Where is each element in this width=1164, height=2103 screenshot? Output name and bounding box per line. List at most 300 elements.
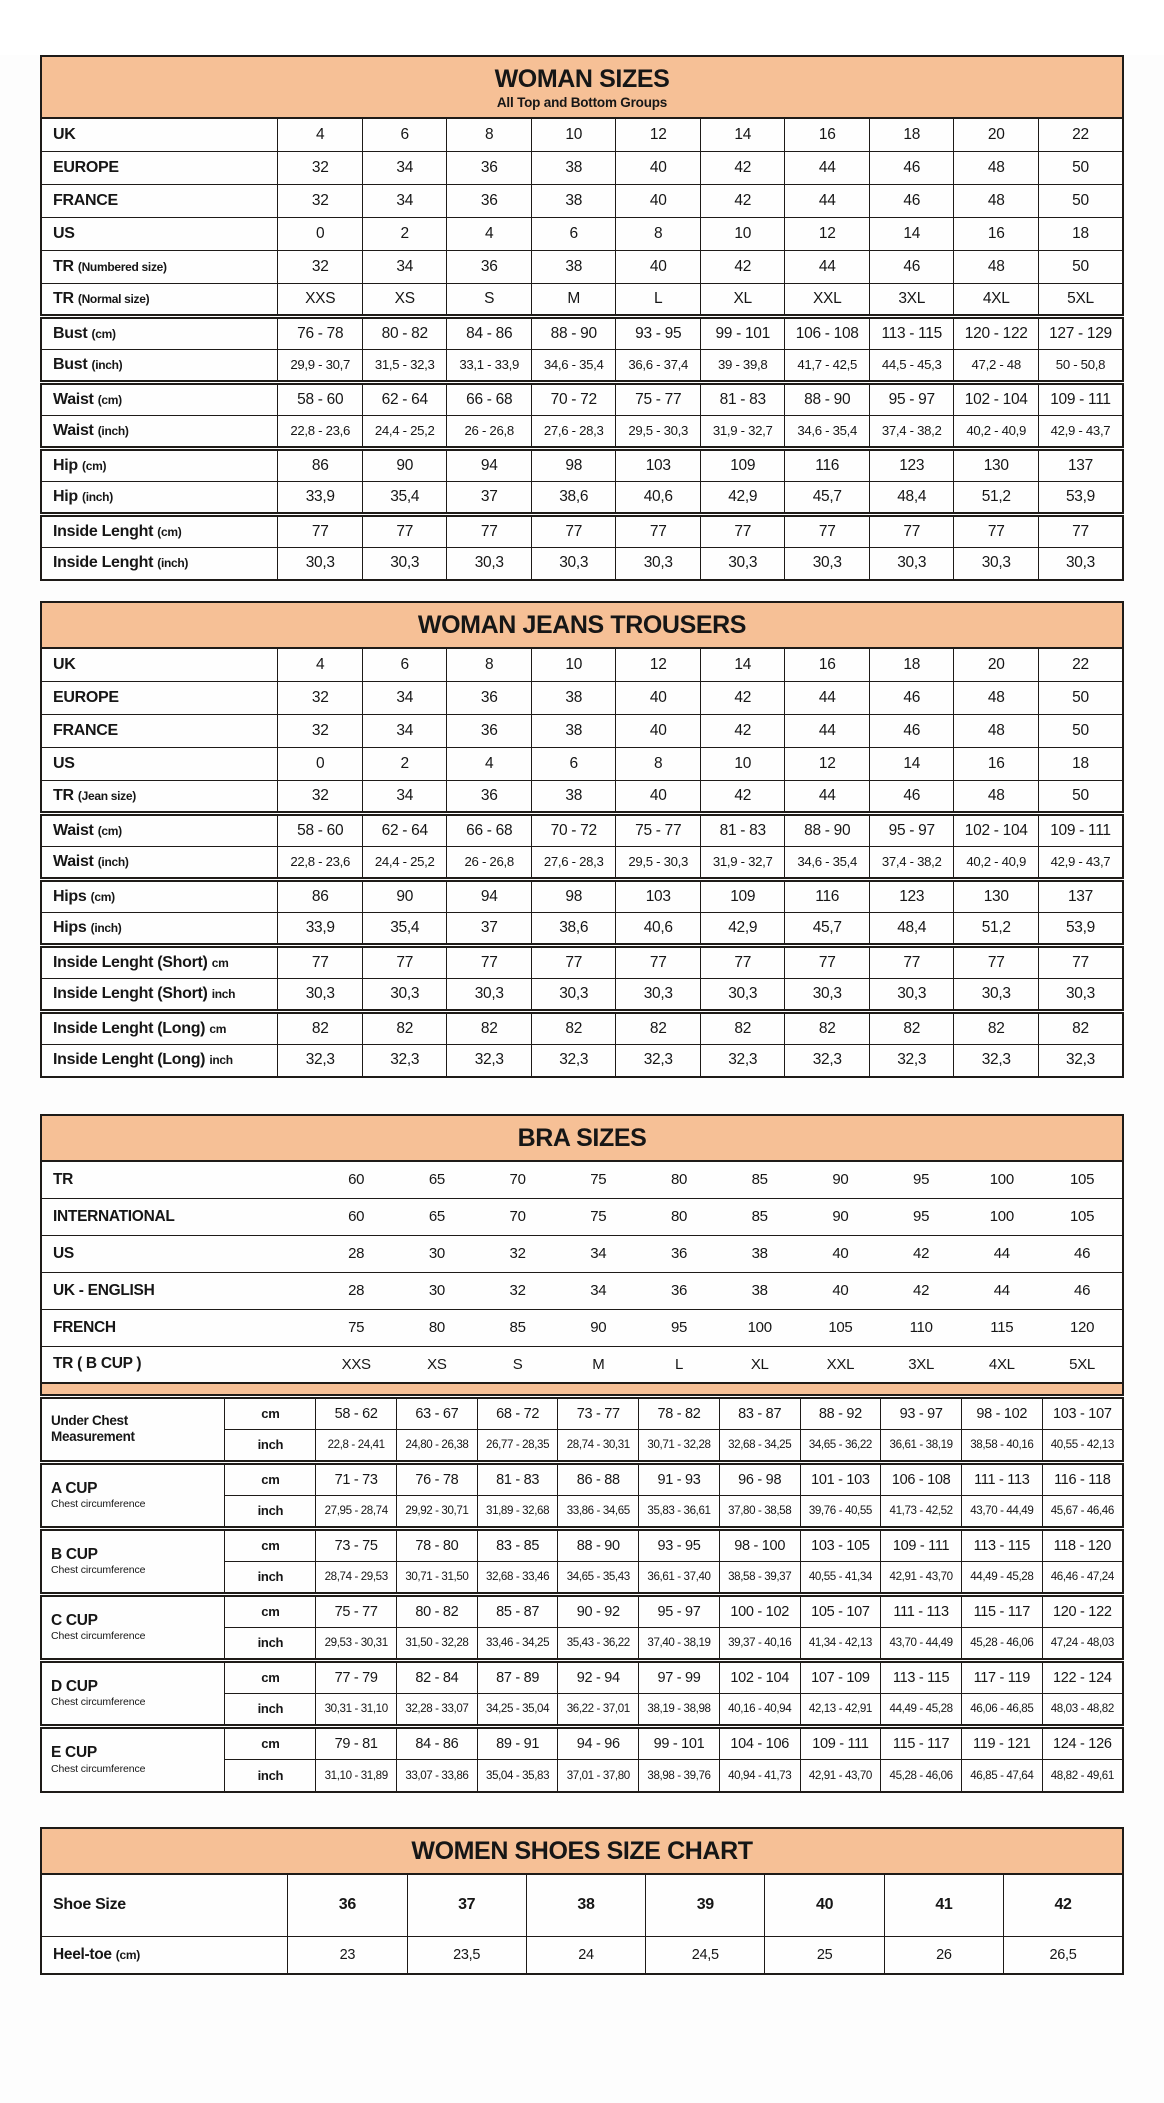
size-cell: 33,07 - 33,86 <box>397 1759 478 1792</box>
size-cell: 46 <box>869 714 954 747</box>
row-label-text: UK - ENGLISH <box>53 1281 155 1299</box>
size-cell: 45,67 - 46,46 <box>1042 1495 1123 1528</box>
size-cell: 32,68 - 33,46 <box>477 1561 558 1594</box>
unit-label: cm <box>225 1528 316 1561</box>
size-cell: 5XL <box>1038 283 1123 316</box>
size-cell: 40,16 - 40,94 <box>719 1693 800 1726</box>
size-cell: 14 <box>700 648 785 681</box>
size-cell: 88 - 92 <box>800 1396 881 1429</box>
size-cell: 95 - 97 <box>869 382 954 415</box>
size-cell: 120 <box>1042 1309 1123 1346</box>
size-cell: 122 - 124 <box>1042 1660 1123 1693</box>
size-cell: 58 - 60 <box>278 382 363 415</box>
size-cell: 70 <box>477 1198 558 1235</box>
size-cell: 32,3 <box>1038 1044 1123 1077</box>
size-cell: 77 <box>447 514 532 547</box>
size-cell: 77 <box>785 945 870 978</box>
size-cell: 25 <box>765 1936 884 1974</box>
size-cell: XL <box>719 1346 800 1383</box>
size-cell: 30,3 <box>700 978 785 1011</box>
row-label-text: EUROPE <box>53 688 119 706</box>
size-cell: 77 <box>700 945 785 978</box>
row-label <box>41 813 278 846</box>
size-cell: 32,3 <box>531 1044 616 1077</box>
row-label-suffix: (Normal size) <box>77 291 150 306</box>
size-cell: 130 <box>954 879 1039 912</box>
size-cell: 46 <box>869 780 954 813</box>
size-cell: 36 <box>447 714 532 747</box>
row-label <box>41 316 278 349</box>
size-cell: 40,55 - 41,34 <box>800 1561 881 1594</box>
row-label <box>41 1660 225 1726</box>
size-cell: 77 <box>616 514 701 547</box>
size-cell: 42 <box>881 1235 962 1272</box>
size-cell: 24,4 - 25,2 <box>362 415 447 448</box>
size-cell: 62 - 64 <box>362 382 447 415</box>
size-cell: 77 <box>278 514 363 547</box>
size-cell: 48 <box>954 151 1039 184</box>
row-label-text: D CUP <box>51 1677 98 1695</box>
size-cell: 41,34 - 42,13 <box>800 1627 881 1660</box>
size-cell: 37 <box>447 912 532 945</box>
size-cell: 80 - 82 <box>397 1594 478 1627</box>
size-cell: 47,24 - 48,03 <box>1042 1627 1123 1660</box>
size-cell: 18 <box>869 118 954 151</box>
size-cell: 8 <box>447 118 532 151</box>
jeans-title: WOMAN JEANS TROUSERS <box>417 611 747 639</box>
size-cell: 36 <box>639 1235 720 1272</box>
size-cell: 26 <box>884 1936 1003 1974</box>
size-cell: 30,3 <box>362 978 447 1011</box>
size-cell: 39,37 - 40,16 <box>719 1627 800 1660</box>
size-cell: 47,2 - 48 <box>954 349 1039 382</box>
size-cell: 100 <box>719 1309 800 1346</box>
size-cell: 36,6 - 37,4 <box>616 349 701 382</box>
row-label <box>41 1936 288 1974</box>
size-cell: 102 - 104 <box>719 1660 800 1693</box>
size-cell: 50 <box>1038 250 1123 283</box>
size-cell: 109 - 111 <box>800 1726 881 1759</box>
size-cell: 32,68 - 34,25 <box>719 1429 800 1462</box>
woman-sizes-section <box>40 55 1124 581</box>
row-label <box>41 747 278 780</box>
size-cell: 98 <box>531 879 616 912</box>
table-row <box>41 912 1123 945</box>
size-cell: 32 <box>278 151 363 184</box>
size-cell: 32 <box>278 681 363 714</box>
size-cell: 66 - 68 <box>447 382 532 415</box>
size-cell: 22,8 - 23,6 <box>278 415 363 448</box>
size-cell: 86 - 88 <box>558 1462 639 1495</box>
size-cell: 85 <box>477 1309 558 1346</box>
size-cell: 38 <box>531 681 616 714</box>
size-cell: 50 <box>1038 681 1123 714</box>
size-cell: 37,4 - 38,2 <box>869 415 954 448</box>
size-cell: 38,19 - 38,98 <box>639 1693 720 1726</box>
size-cell: 79 - 81 <box>316 1726 397 1759</box>
size-cell: 12 <box>785 747 870 780</box>
size-cell: 103 <box>616 879 701 912</box>
size-cell: L <box>639 1346 720 1383</box>
bra-title: BRA SIZES <box>517 1124 647 1152</box>
size-cell: 42,13 - 42,91 <box>800 1693 881 1726</box>
size-cell: 81 - 83 <box>700 813 785 846</box>
size-cell: 6 <box>362 648 447 681</box>
size-cell: 40,55 - 42,13 <box>1042 1429 1123 1462</box>
size-cell: 75 - 77 <box>616 382 701 415</box>
row-label <box>41 1462 225 1528</box>
size-cell: 65 <box>397 1198 478 1235</box>
size-cell: 40,2 - 40,9 <box>954 846 1039 879</box>
size-cell: 33,9 <box>278 481 363 514</box>
size-cell: 102 - 104 <box>954 813 1039 846</box>
size-cell: 103 - 107 <box>1042 1396 1123 1429</box>
size-cell: 77 <box>954 945 1039 978</box>
table-row <box>41 945 1123 978</box>
row-label <box>41 1161 316 1198</box>
row-label <box>41 349 278 382</box>
size-cell: 4 <box>447 747 532 780</box>
row-label-text: TR <box>53 289 78 307</box>
size-cell: 10 <box>700 217 785 250</box>
table-row <box>41 151 1123 184</box>
row-label-suffix: (cm) <box>90 889 115 904</box>
size-cell: 31,50 - 32,28 <box>397 1627 478 1660</box>
size-cell: 40 <box>800 1272 881 1309</box>
size-cell: 75 <box>558 1161 639 1198</box>
size-cell: 30,3 <box>447 547 532 580</box>
size-cell: 77 <box>869 945 954 978</box>
size-cell: 71 - 73 <box>316 1462 397 1495</box>
size-cell: 123 <box>869 448 954 481</box>
size-cell: 16 <box>785 648 870 681</box>
row-label-text: TR <box>53 786 78 804</box>
size-cell: 77 - 79 <box>316 1660 397 1693</box>
size-cell: 38 <box>719 1272 800 1309</box>
row-label-text: Inside Lenght <box>53 522 158 540</box>
size-cell: 2 <box>362 747 447 780</box>
row-label-text: US <box>53 1244 74 1262</box>
size-cell: 100 <box>961 1161 1042 1198</box>
size-cell: 44,49 - 45,28 <box>881 1693 962 1726</box>
row-label <box>41 415 278 448</box>
row-label-suffix: (inch) <box>82 489 113 504</box>
row-label <box>41 514 278 547</box>
size-cell: 77 <box>447 945 532 978</box>
size-cell: 98 - 102 <box>961 1396 1042 1429</box>
unit-label: inch <box>225 1627 316 1660</box>
size-cell: 16 <box>954 747 1039 780</box>
size-cell: 44 <box>785 681 870 714</box>
table-row <box>41 118 1123 151</box>
size-cell: 32,28 - 33,07 <box>397 1693 478 1726</box>
size-cell: 22 <box>1038 648 1123 681</box>
unit-label: inch <box>225 1429 316 1462</box>
size-cell: 41,73 - 42,52 <box>881 1495 962 1528</box>
table-row <box>41 1660 1123 1693</box>
size-cell: 94 - 96 <box>558 1726 639 1759</box>
size-cell: 45,7 <box>785 481 870 514</box>
woman-sizes-subtitle: All Top and Bottom Groups <box>496 95 668 110</box>
size-cell: 38,6 <box>531 912 616 945</box>
jeans-section <box>40 601 1124 1078</box>
size-cell: 40 <box>616 780 701 813</box>
size-cell: 30,3 <box>785 547 870 580</box>
size-cell: 36 <box>447 681 532 714</box>
row-label-text: Waist <box>53 421 98 439</box>
size-cell: 82 <box>785 1011 870 1044</box>
row-label <box>41 283 278 316</box>
size-cell: 34,25 - 35,04 <box>477 1693 558 1726</box>
size-cell: 120 - 122 <box>954 316 1039 349</box>
size-cell: 42 <box>700 250 785 283</box>
size-cell: 10 <box>531 648 616 681</box>
size-cell: 23 <box>288 1936 407 1974</box>
size-cell: 32 <box>278 714 363 747</box>
size-cell: 35,4 <box>362 912 447 945</box>
size-cell: 29,5 - 30,3 <box>616 846 701 879</box>
table-row <box>41 1462 1123 1495</box>
row-label-text: Waist <box>53 821 98 839</box>
row-label <box>41 1272 316 1309</box>
size-cell: 37,80 - 38,58 <box>719 1495 800 1528</box>
size-cell: 46 <box>1042 1235 1123 1272</box>
unit-label: inch <box>225 1693 316 1726</box>
size-cell: 42,9 <box>700 912 785 945</box>
size-cell: 20 <box>954 648 1039 681</box>
size-cell: 84 - 86 <box>447 316 532 349</box>
size-cell: 36,61 - 37,40 <box>639 1561 720 1594</box>
table-row <box>41 1235 1123 1272</box>
size-cell: 38 <box>531 184 616 217</box>
size-cell: 14 <box>869 747 954 780</box>
size-cell: 30 <box>397 1272 478 1309</box>
table-row <box>41 879 1123 912</box>
size-cell: 77 <box>1038 945 1123 978</box>
size-cell: 30,71 - 31,50 <box>397 1561 478 1594</box>
size-cell: 38,6 <box>531 481 616 514</box>
size-cell: 130 <box>954 448 1039 481</box>
size-cell: 105 - 107 <box>800 1594 881 1627</box>
size-cell: 113 - 115 <box>881 1660 962 1693</box>
size-cell: 77 <box>616 945 701 978</box>
size-cell: 34,6 - 35,4 <box>785 415 870 448</box>
unit-label: cm <box>225 1594 316 1627</box>
size-cell: 42 <box>700 780 785 813</box>
size-cell: 100 <box>961 1198 1042 1235</box>
size-cell: 12 <box>616 118 701 151</box>
woman-sizes-title: WOMAN SIZES <box>494 65 670 93</box>
size-cell: 32 <box>477 1272 558 1309</box>
size-cell: 4XL <box>954 283 1039 316</box>
size-cell: M <box>531 283 616 316</box>
size-cell: 30,3 <box>1038 547 1123 580</box>
table-row <box>41 514 1123 547</box>
size-cell: 85 <box>719 1161 800 1198</box>
size-cell: 44 <box>961 1272 1042 1309</box>
bra-header <box>40 1114 1124 1160</box>
size-cell: 44 <box>785 250 870 283</box>
size-cell: 90 <box>558 1309 639 1346</box>
size-cell: 44,5 - 45,3 <box>869 349 954 382</box>
row-label <box>41 1874 288 1936</box>
size-cell: 34,6 - 35,4 <box>531 349 616 382</box>
table-row <box>41 184 1123 217</box>
size-cell: 98 <box>531 448 616 481</box>
size-cell: 28,74 - 30,31 <box>558 1429 639 1462</box>
size-cell: 28 <box>316 1272 397 1309</box>
row-label-text: C CUP <box>51 1611 98 1629</box>
size-cell: 77 <box>362 945 447 978</box>
size-cell: 82 <box>700 1011 785 1044</box>
size-cell: 92 - 94 <box>558 1660 639 1693</box>
size-cell: 35,83 - 36,61 <box>639 1495 720 1528</box>
size-cell: 109 - 111 <box>881 1528 962 1561</box>
size-cell: 77 <box>954 514 1039 547</box>
size-cell: 45,28 - 46,06 <box>881 1759 962 1792</box>
size-cell: S <box>447 283 532 316</box>
size-cell: 77 <box>700 514 785 547</box>
size-cell: XXS <box>278 283 363 316</box>
size-cell: 38 <box>531 780 616 813</box>
size-cell: 4 <box>278 648 363 681</box>
table-row <box>41 1198 1123 1235</box>
size-cell: 14 <box>869 217 954 250</box>
unit-label: inch <box>225 1759 316 1792</box>
size-cell: 26,5 <box>1004 1936 1123 1974</box>
size-cell: XL <box>700 283 785 316</box>
shoes-header <box>40 1827 1124 1873</box>
table-row <box>41 813 1123 846</box>
size-cell: 90 <box>362 448 447 481</box>
size-cell: 34 <box>362 250 447 283</box>
row-label <box>41 448 278 481</box>
size-cell: 53,9 <box>1038 481 1123 514</box>
shoes-section <box>40 1827 1124 1975</box>
size-cell: 32,3 <box>616 1044 701 1077</box>
row-label-suffix: (cm) <box>157 524 182 539</box>
size-cell: 40,94 - 41,73 <box>719 1759 800 1792</box>
row-label <box>41 1346 316 1383</box>
size-cell: 6 <box>362 118 447 151</box>
size-cell: 45,7 <box>785 912 870 945</box>
size-cell: 94 <box>447 448 532 481</box>
size-cell: 32 <box>278 780 363 813</box>
size-cell: 116 <box>785 448 870 481</box>
size-cell: 28,74 - 29,53 <box>316 1561 397 1594</box>
row-label <box>41 945 278 978</box>
size-cell: 117 - 119 <box>961 1660 1042 1693</box>
size-cell: 8 <box>447 648 532 681</box>
row-label-suffix: (cm) <box>97 392 122 407</box>
size-cell: 0 <box>278 747 363 780</box>
row-label-text: EUROPE <box>53 158 119 176</box>
size-cell: 82 <box>954 1011 1039 1044</box>
size-cell: 31,9 - 32,7 <box>700 415 785 448</box>
size-cell: 84 - 86 <box>397 1726 478 1759</box>
size-cell: 37,01 - 37,80 <box>558 1759 639 1792</box>
size-cell: 40,6 <box>616 912 701 945</box>
row-label-text: FRANCE <box>53 191 118 209</box>
size-cell: 32,3 <box>447 1044 532 1077</box>
size-cell: 14 <box>700 118 785 151</box>
row-label-text: Waist <box>53 390 98 408</box>
size-cell: 80 - 82 <box>362 316 447 349</box>
row-label-text: Hips <box>53 918 91 936</box>
bra-section <box>40 1114 1124 1793</box>
size-cell: 77 <box>362 514 447 547</box>
size-cell: 116 <box>785 879 870 912</box>
size-cell: 90 <box>362 879 447 912</box>
size-cell: 30,3 <box>700 547 785 580</box>
size-cell: 36 <box>288 1874 407 1936</box>
size-cell: 90 <box>800 1161 881 1198</box>
size-cell: 32 <box>278 250 363 283</box>
size-cell: 26 - 26,8 <box>447 846 532 879</box>
row-label-suffix: (Numbered size) <box>77 259 167 274</box>
size-cell: 111 - 113 <box>961 1462 1042 1495</box>
size-cell: 63 - 67 <box>397 1396 478 1429</box>
size-cell: 99 - 101 <box>639 1726 720 1759</box>
table-row <box>41 1594 1123 1627</box>
size-cell: 102 - 104 <box>954 382 1039 415</box>
table-row <box>41 846 1123 879</box>
shoes-title: WOMEN SHOES SIZE CHART <box>411 1837 753 1865</box>
size-cell: 33,46 - 34,25 <box>477 1627 558 1660</box>
size-cell: 12 <box>785 217 870 250</box>
row-label-text: TR <box>53 1170 74 1188</box>
size-cell: 53,9 <box>1038 912 1123 945</box>
size-cell: 46,85 - 47,64 <box>961 1759 1042 1792</box>
row-label <box>41 780 278 813</box>
size-cell: 34 <box>362 681 447 714</box>
size-cell: 46 <box>869 250 954 283</box>
size-cell: 38,58 - 39,37 <box>719 1561 800 1594</box>
size-cell: 40 <box>616 714 701 747</box>
size-cell: 0 <box>278 217 363 250</box>
row-label-suffix: (cm) <box>97 823 122 838</box>
table-row <box>41 1396 1123 1429</box>
size-cell: 109 - 111 <box>1038 813 1123 846</box>
table-row <box>41 714 1123 747</box>
row-label-text: Hip <box>53 456 83 474</box>
size-cell: 137 <box>1038 879 1123 912</box>
size-cell: 75 <box>316 1309 397 1346</box>
size-cell: 29,5 - 30,3 <box>616 415 701 448</box>
size-cell: 32,3 <box>954 1044 1039 1077</box>
size-cell: 24,80 - 26,38 <box>397 1429 478 1462</box>
size-cell: 99 - 101 <box>700 316 785 349</box>
row-label-text: Hips <box>53 887 91 905</box>
table-row <box>41 349 1123 382</box>
size-cell: 40 <box>616 681 701 714</box>
row-label-suffix: (inch) <box>97 423 129 438</box>
size-cell: 88 - 90 <box>785 382 870 415</box>
size-cell: 32,3 <box>700 1044 785 1077</box>
row-label <box>41 151 278 184</box>
size-cell: 70 - 72 <box>531 813 616 846</box>
size-cell: 44 <box>785 780 870 813</box>
size-cell: 46,06 - 46,85 <box>961 1693 1042 1726</box>
size-cell: 33,1 - 33,9 <box>447 349 532 382</box>
table-row <box>41 747 1123 780</box>
size-cell: 88 - 90 <box>785 813 870 846</box>
size-cell: 40 <box>616 151 701 184</box>
size-cell: 30,31 - 31,10 <box>316 1693 397 1726</box>
row-label-text: Inside Lenght (Long) <box>53 1051 210 1069</box>
row-label-text: FRANCE <box>53 721 118 739</box>
size-cell: 127 - 129 <box>1038 316 1123 349</box>
